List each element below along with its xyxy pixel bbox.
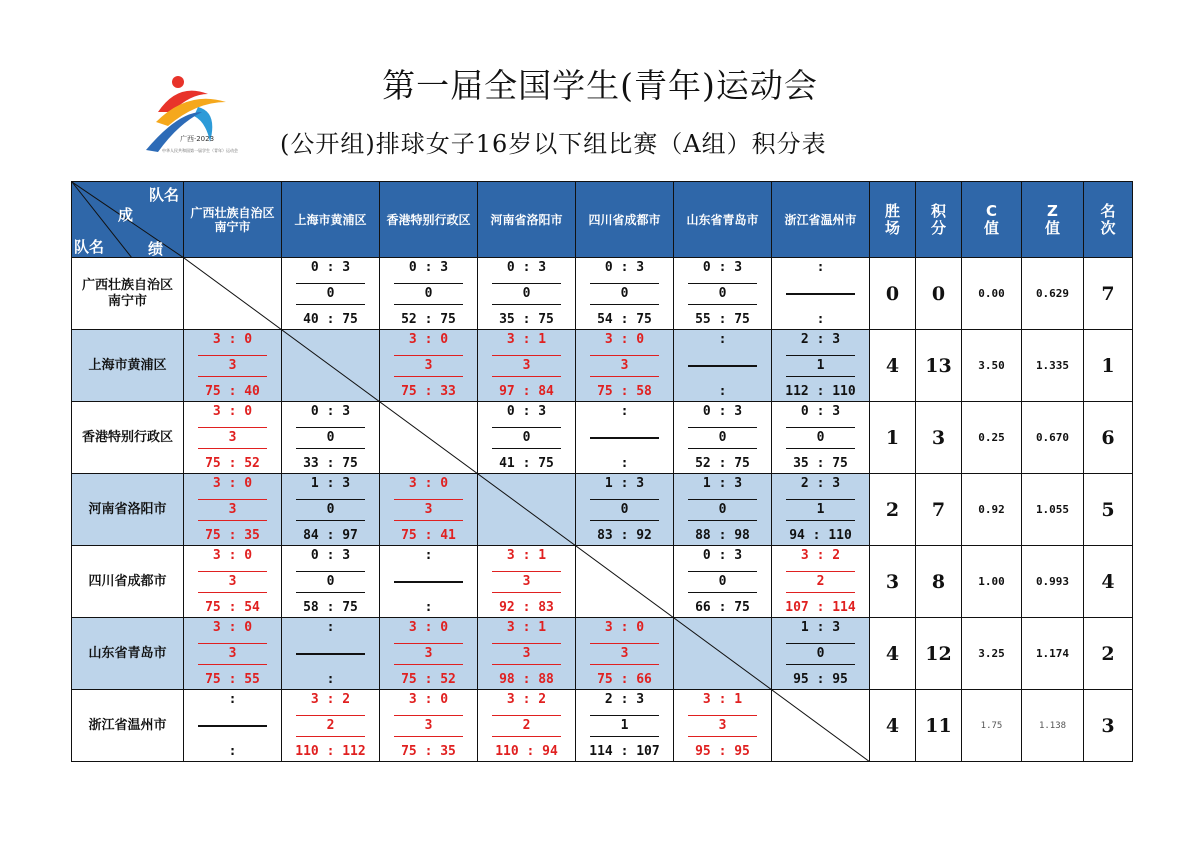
- c-value-header: C 值: [962, 182, 1022, 258]
- match-result: [282, 690, 380, 762]
- team-name: 四川省成都市: [72, 546, 184, 618]
- c-value: 3.25: [962, 618, 1022, 690]
- set-score: 3 : 1: [506, 547, 547, 563]
- set-score: 3 : 0: [604, 331, 645, 347]
- match-points: [394, 581, 464, 583]
- set-score: 3 : 0: [212, 547, 253, 563]
- diagonal-cell: [478, 474, 576, 546]
- match-result: [380, 546, 478, 618]
- corner-label-bottom-right: 绩: [148, 240, 164, 258]
- diagonal-line: [282, 330, 380, 402]
- point-score: 58 : 75: [303, 599, 358, 615]
- match-points: 0: [296, 427, 366, 449]
- header-row: [72, 182, 1133, 258]
- set-score: 3 : 0: [604, 619, 645, 635]
- set-score: 0 : 3: [702, 403, 743, 419]
- match-points: 3: [394, 715, 464, 737]
- set-score: 3 : 0: [408, 331, 449, 347]
- match-points: 2: [296, 715, 366, 737]
- team-row: [72, 258, 1133, 330]
- point-score: 95 : 95: [793, 671, 848, 687]
- match-points: 3: [198, 643, 268, 665]
- set-score: 0 : 3: [800, 403, 841, 419]
- wins-header: 胜 场: [870, 182, 916, 258]
- team-row: [72, 402, 1133, 474]
- set-score: 0 : 3: [506, 259, 547, 275]
- point-score: 75 : 40: [205, 383, 260, 399]
- point-score: 35 : 75: [499, 311, 554, 327]
- set-score: 0 : 3: [310, 403, 351, 419]
- corner-cell: [72, 182, 184, 258]
- match-points: 0: [688, 427, 758, 449]
- match-result: [674, 402, 772, 474]
- set-score: 3 : 0: [212, 475, 253, 491]
- match-points: 3: [688, 715, 758, 737]
- column-header: 浙江省温州市: [772, 182, 870, 258]
- match-points: [198, 725, 268, 727]
- point-score: 110 : 94: [495, 743, 558, 759]
- point-score: 54 : 75: [597, 311, 652, 327]
- match-result: [478, 618, 576, 690]
- set-score: 0 : 3: [702, 547, 743, 563]
- z-value-header: Z 值: [1022, 182, 1084, 258]
- point-score: 83 : 92: [597, 527, 652, 543]
- diagonal-cell: [576, 546, 674, 618]
- set-score: 3 : 0: [212, 619, 253, 635]
- point-score: 75 : 35: [205, 527, 260, 543]
- point-score: 33 : 75: [303, 455, 358, 471]
- z-value: 1.138: [1022, 690, 1084, 762]
- point-score: :: [228, 743, 237, 759]
- diagonal-line: [380, 402, 478, 474]
- match-result: [772, 258, 870, 330]
- match-result: [674, 690, 772, 762]
- match-result: [772, 402, 870, 474]
- point-score: 75 : 55: [205, 671, 260, 687]
- point-score: 95 : 95: [695, 743, 750, 759]
- diagonal-line: [184, 258, 282, 330]
- set-score: :: [718, 331, 727, 347]
- wins-value: 3: [870, 546, 916, 618]
- match-result: [380, 618, 478, 690]
- set-score: 3 : 1: [506, 331, 547, 347]
- match-points: 0: [786, 427, 856, 449]
- match-result: [282, 618, 380, 690]
- points-value: 11: [916, 690, 962, 762]
- score-table: [71, 181, 1133, 762]
- team-name: 香港特别行政区: [72, 402, 184, 474]
- rank-value: 5: [1084, 474, 1133, 546]
- match-points: 3: [492, 355, 562, 377]
- team-row: [72, 690, 1133, 762]
- match-points: 3: [394, 499, 464, 521]
- match-points: 0: [688, 499, 758, 521]
- points-value: 7: [916, 474, 962, 546]
- match-result: [184, 330, 282, 402]
- page-title: 第一届全国学生(青年)运动会: [382, 66, 818, 105]
- c-value: 1.00: [962, 546, 1022, 618]
- set-score: 1 : 3: [310, 475, 351, 491]
- point-score: 75 : 35: [401, 743, 456, 759]
- point-score: 75 : 66: [597, 671, 652, 687]
- z-value: 1.055: [1022, 474, 1084, 546]
- z-value: 1.174: [1022, 618, 1084, 690]
- diagonal-line: [674, 618, 772, 690]
- z-value: 1.335: [1022, 330, 1084, 402]
- wins-value: 4: [870, 690, 916, 762]
- match-points: 0: [590, 499, 660, 521]
- match-result: [282, 258, 380, 330]
- set-score: :: [424, 547, 433, 563]
- match-result: [478, 258, 576, 330]
- diagonal-line: [478, 474, 576, 546]
- match-result: [380, 258, 478, 330]
- point-score: 41 : 75: [499, 455, 554, 471]
- page-subtitle: (公开组)排球女子16岁以下组比赛（A组）积分表: [280, 130, 827, 158]
- point-score: 114 : 107: [589, 743, 660, 759]
- match-points: 2: [492, 715, 562, 737]
- match-result: [478, 402, 576, 474]
- point-score: 40 : 75: [303, 311, 358, 327]
- match-result: [380, 690, 478, 762]
- column-header: 山东省青岛市: [674, 182, 772, 258]
- z-value: 0.993: [1022, 546, 1084, 618]
- set-score: 1 : 3: [800, 619, 841, 635]
- logo-year: 广西·2023: [180, 135, 215, 143]
- column-header: 上海市黄浦区: [282, 182, 380, 258]
- match-points: 3: [198, 499, 268, 521]
- match-points: 0: [394, 283, 464, 305]
- match-result: [184, 690, 282, 762]
- set-score: 3 : 0: [212, 403, 253, 419]
- set-score: :: [326, 619, 335, 635]
- match-points: 3: [590, 643, 660, 665]
- wins-value: 2: [870, 474, 916, 546]
- diagonal-line: [576, 546, 674, 618]
- point-score: 52 : 75: [401, 311, 456, 327]
- match-result: [478, 690, 576, 762]
- team-name: 山东省青岛市: [72, 618, 184, 690]
- point-score: 112 : 110: [785, 383, 856, 399]
- match-points: 3: [198, 427, 268, 449]
- corner-label-mid: 成: [118, 206, 134, 224]
- points-value: 12: [916, 618, 962, 690]
- point-score: 75 : 58: [597, 383, 652, 399]
- match-result: [282, 402, 380, 474]
- set-score: 2 : 3: [800, 475, 841, 491]
- point-score: 110 : 112: [295, 743, 366, 759]
- match-result: [674, 330, 772, 402]
- match-result: [184, 402, 282, 474]
- team-row: [72, 330, 1133, 402]
- point-score: :: [424, 599, 433, 615]
- match-points: 0: [688, 571, 758, 593]
- match-points: 3: [394, 355, 464, 377]
- rank-value: 3: [1084, 690, 1133, 762]
- diagonal-cell: [184, 258, 282, 330]
- point-score: 75 : 52: [401, 671, 456, 687]
- match-result: [282, 474, 380, 546]
- team-row: [72, 546, 1133, 618]
- match-result: [674, 474, 772, 546]
- set-score: 0 : 3: [604, 259, 645, 275]
- column-header: 四川省成都市: [576, 182, 674, 258]
- match-points: 0: [590, 283, 660, 305]
- set-score: 1 : 3: [702, 475, 743, 491]
- match-result: [576, 402, 674, 474]
- set-score: :: [620, 403, 629, 419]
- point-score: 88 : 98: [695, 527, 750, 543]
- match-points: 0: [296, 283, 366, 305]
- point-score: :: [620, 455, 629, 471]
- team-name: 广西壮族自治区 南宁市: [72, 258, 184, 330]
- logo-caption: 中华人民共和国第一届学生（青年）运动会: [162, 148, 238, 153]
- point-score: 35 : 75: [793, 455, 848, 471]
- match-result: [772, 546, 870, 618]
- match-result: [380, 474, 478, 546]
- wins-value: 1: [870, 402, 916, 474]
- point-score: 107 : 114: [785, 599, 856, 615]
- point-score: 75 : 41: [401, 527, 456, 543]
- match-points: 0: [688, 283, 758, 305]
- match-points: 1: [786, 355, 856, 377]
- point-score: 84 : 97: [303, 527, 358, 543]
- column-header: 河南省洛阳市: [478, 182, 576, 258]
- point-score: 75 : 54: [205, 599, 260, 615]
- rank-value: 6: [1084, 402, 1133, 474]
- point-score: :: [326, 671, 335, 687]
- match-points: 0: [296, 571, 366, 593]
- wins-value: 4: [870, 618, 916, 690]
- match-result: [478, 546, 576, 618]
- match-result: [576, 618, 674, 690]
- team-name: 河南省洛阳市: [72, 474, 184, 546]
- point-score: 97 : 84: [499, 383, 554, 399]
- rank-value: 4: [1084, 546, 1133, 618]
- set-score: 0 : 3: [310, 259, 351, 275]
- match-points: 3: [394, 643, 464, 665]
- match-points: 1: [590, 715, 660, 737]
- c-value: 0.00: [962, 258, 1022, 330]
- diagonal-cell: [674, 618, 772, 690]
- set-score: 3 : 0: [212, 331, 253, 347]
- team-row: [72, 618, 1133, 690]
- points-header: 积 分: [916, 182, 962, 258]
- set-score: 0 : 3: [310, 547, 351, 563]
- match-result: [674, 258, 772, 330]
- set-score: 3 : 2: [800, 547, 841, 563]
- match-result: [184, 474, 282, 546]
- team-row: [72, 474, 1133, 546]
- match-result: [184, 546, 282, 618]
- points-value: 3: [916, 402, 962, 474]
- corner-label-bottom-left: 队名: [74, 238, 105, 256]
- column-header: 香港特别行政区: [380, 182, 478, 258]
- point-score: 75 : 52: [205, 455, 260, 471]
- match-points: 0: [492, 283, 562, 305]
- match-points: 3: [198, 355, 268, 377]
- match-result: [772, 474, 870, 546]
- match-points: 3: [492, 643, 562, 665]
- set-score: 3 : 0: [408, 619, 449, 635]
- z-value: 0.670: [1022, 402, 1084, 474]
- match-result: [772, 330, 870, 402]
- match-result: [184, 618, 282, 690]
- rank-value: 2: [1084, 618, 1133, 690]
- set-score: 3 : 0: [408, 691, 449, 707]
- diagonal-line: [772, 690, 870, 762]
- c-value: 0.92: [962, 474, 1022, 546]
- point-score: 94 : 110: [789, 527, 852, 543]
- match-result: [576, 258, 674, 330]
- set-score: 0 : 3: [506, 403, 547, 419]
- set-score: 3 : 2: [310, 691, 351, 707]
- team-name: 浙江省温州市: [72, 690, 184, 762]
- c-value: 0.25: [962, 402, 1022, 474]
- point-score: 52 : 75: [695, 455, 750, 471]
- match-result: [576, 690, 674, 762]
- match-result: [576, 330, 674, 402]
- point-score: :: [718, 383, 727, 399]
- set-score: 2 : 3: [604, 691, 645, 707]
- set-score: 0 : 3: [702, 259, 743, 275]
- point-score: :: [816, 311, 825, 327]
- team-name: 上海市黄浦区: [72, 330, 184, 402]
- set-score: :: [816, 259, 825, 275]
- set-score: 3 : 1: [702, 691, 743, 707]
- match-points: [786, 293, 856, 295]
- point-score: 75 : 33: [401, 383, 456, 399]
- set-score: 3 : 2: [506, 691, 547, 707]
- point-score: 55 : 75: [695, 311, 750, 327]
- set-score: 0 : 3: [408, 259, 449, 275]
- match-points: [296, 653, 366, 655]
- set-score: 2 : 3: [800, 331, 841, 347]
- point-score: 98 : 88: [499, 671, 554, 687]
- match-result: [674, 546, 772, 618]
- diagonal-cell: [380, 402, 478, 474]
- match-result: [380, 330, 478, 402]
- match-points: 0: [492, 427, 562, 449]
- set-score: 3 : 0: [408, 475, 449, 491]
- point-score: 66 : 75: [695, 599, 750, 615]
- column-header: 广西壮族自治区 南宁市: [184, 182, 282, 258]
- corner-label-top: 队名: [148, 186, 179, 204]
- match-points: 3: [198, 571, 268, 593]
- points-value: 0: [916, 258, 962, 330]
- match-points: 0: [296, 499, 366, 521]
- match-points: 0: [786, 643, 856, 665]
- wins-value: 4: [870, 330, 916, 402]
- rank-header: 名 次: [1084, 182, 1133, 258]
- set-score: 1 : 3: [604, 475, 645, 491]
- set-score: :: [228, 691, 237, 707]
- c-value: 1.75: [962, 690, 1022, 762]
- match-result: [772, 618, 870, 690]
- diagonal-cell: [772, 690, 870, 762]
- c-value: 3.50: [962, 330, 1022, 402]
- match-points: 1: [786, 499, 856, 521]
- diagonal-cell: [282, 330, 380, 402]
- match-points: 2: [786, 571, 856, 593]
- rank-value: 7: [1084, 258, 1133, 330]
- match-points: [688, 365, 758, 367]
- point-score: 92 : 83: [499, 599, 554, 615]
- match-points: 3: [590, 355, 660, 377]
- match-points: [590, 437, 660, 439]
- wins-value: 0: [870, 258, 916, 330]
- points-value: 8: [916, 546, 962, 618]
- z-value: 0.629: [1022, 258, 1084, 330]
- match-result: [576, 474, 674, 546]
- rank-value: 1: [1084, 330, 1133, 402]
- match-result: [282, 546, 380, 618]
- points-value: 13: [916, 330, 962, 402]
- match-points: 3: [492, 571, 562, 593]
- match-result: [478, 330, 576, 402]
- set-score: 3 : 1: [506, 619, 547, 635]
